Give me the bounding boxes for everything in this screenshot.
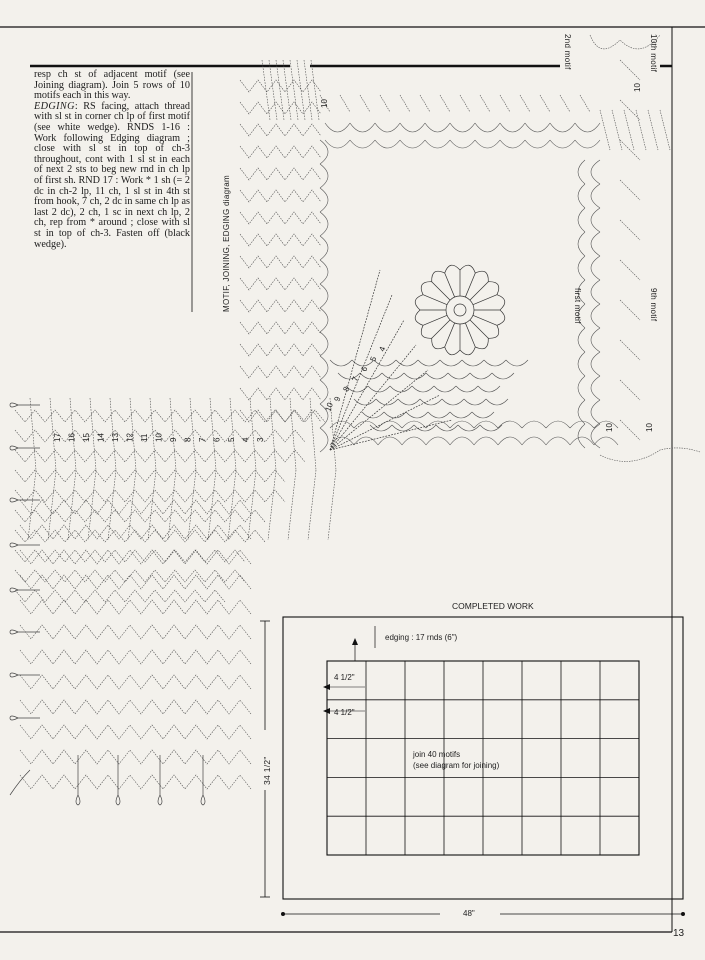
completed-work-title: COMPLETED WORK — [452, 601, 534, 611]
chain-line — [620, 180, 640, 200]
chain-line — [228, 470, 236, 540]
mesh-row — [20, 625, 251, 639]
flower-center — [446, 296, 474, 324]
mesh-row — [240, 124, 321, 136]
mesh-row — [20, 700, 251, 714]
mesh-row — [240, 168, 321, 180]
chain-line — [360, 95, 370, 112]
flower-petal — [432, 338, 445, 349]
join-note-2: (see diagram for joining) — [413, 761, 500, 770]
flower-spoke — [465, 273, 475, 297]
corner-number: 10 — [633, 83, 642, 92]
mesh-row — [20, 575, 251, 589]
mesh-row — [240, 344, 321, 356]
flower-spoke — [445, 323, 455, 347]
fringe-drop — [10, 498, 40, 502]
chain-line — [620, 380, 640, 400]
mesh-row — [240, 146, 321, 158]
motif-round-number: 6 — [359, 365, 370, 373]
chain-line — [208, 470, 216, 540]
flower-petal — [415, 310, 423, 325]
round-number: 17 — [53, 433, 62, 442]
round-number: 6 — [212, 437, 222, 442]
chain-line — [262, 60, 270, 120]
mesh-row — [240, 190, 321, 202]
round-number: 5 — [227, 437, 236, 442]
fringe-drop — [158, 755, 162, 805]
chain-line — [440, 95, 450, 112]
flower-petal — [460, 265, 475, 273]
chain-line — [500, 95, 510, 112]
round-number: 4 — [241, 437, 251, 442]
round-number: 15 — [82, 433, 91, 442]
flower-spoke — [423, 295, 447, 305]
chain-line — [580, 95, 590, 112]
chain-line — [148, 470, 156, 540]
motif-round-number: 10 — [323, 401, 335, 413]
mesh-row — [240, 278, 321, 290]
mesh-row — [20, 675, 251, 689]
chain-line — [620, 100, 640, 120]
flower-petal — [497, 310, 505, 325]
motif-flower — [330, 265, 505, 450]
fringe-drop — [10, 543, 40, 547]
chain-line — [636, 110, 646, 150]
mesh-row — [240, 300, 321, 312]
round-number: 16 — [67, 433, 77, 442]
chain-line — [190, 398, 196, 470]
chain-line — [620, 420, 640, 440]
chain-line — [400, 95, 410, 112]
chain-line — [460, 95, 470, 112]
mesh-row — [240, 212, 321, 224]
chain-line — [620, 140, 640, 160]
height-label: 34 1/2" — [262, 756, 272, 785]
scallop-row — [338, 373, 514, 379]
chain-line — [340, 95, 350, 112]
chain-line — [290, 398, 296, 470]
flower-spoke — [432, 320, 450, 338]
fringe-drop — [76, 755, 80, 805]
chain-line — [170, 398, 176, 470]
mesh-row — [240, 410, 321, 422]
chain-line — [48, 470, 56, 540]
chain-line — [600, 448, 700, 462]
mesh-row — [15, 450, 305, 462]
chain-line — [250, 398, 256, 470]
chain-line — [328, 470, 336, 540]
round-number: 12 — [125, 433, 135, 442]
chain-line — [68, 470, 76, 540]
fringe-drop — [10, 446, 40, 450]
round-number: 7 — [198, 437, 207, 442]
edging-note: edging : 17 rnds (6") — [385, 633, 458, 642]
fringe-drop — [10, 716, 40, 720]
flower-petal — [421, 282, 432, 295]
flower-petal — [415, 295, 423, 310]
scallop-row — [346, 386, 500, 392]
chain-line — [28, 470, 36, 540]
chain-line — [648, 110, 658, 150]
mesh-row — [15, 410, 325, 422]
mesh-row — [240, 102, 321, 114]
chain-line — [612, 110, 622, 150]
page-number: 13 — [673, 928, 685, 939]
round-number: 3 — [256, 437, 265, 442]
flower-center-inner — [454, 304, 466, 316]
chain-line — [308, 470, 316, 540]
chain-line — [270, 398, 276, 470]
mesh-row — [15, 530, 265, 542]
chain-line — [269, 60, 277, 120]
corner-number: 10 — [645, 423, 654, 432]
corner-number: 10 — [605, 423, 614, 432]
mesh-row — [15, 550, 245, 562]
mesh-row — [20, 725, 251, 739]
chain-line — [128, 470, 136, 540]
motif-round-number: 4 — [377, 345, 388, 353]
flower-petal — [460, 347, 475, 355]
mesh-row — [15, 490, 285, 502]
mesh-row — [240, 366, 321, 378]
edging-heading: EDGING — [34, 100, 75, 112]
instructions-para-2: : RS facing, attach thread with sl st in corner ch lp of first motif (see white wedge). RNDS 1-16 : Work following Edging diagram ; close with sl st in top of ch-3 throughout, cont with 1 sl st in each of next 2 sts to beg new rnd in ch lp of first sh. RND 17 : Work * 1 sh (= 2 dc in ch-2 lp, 11 ch, 1 sl st in 4th st from hook, 7 ch, 2 dc in same ch lp as last 2 dc), 2 ch, 1 sc in next ch lp, 2 ch, rep from * around ; close with sl st in top of ch-3. Fasten off (black wedge). — [34, 100, 190, 250]
chain-line — [288, 470, 296, 540]
sector-ray — [330, 295, 392, 450]
motif-round-number: 7 — [350, 375, 361, 383]
flower-petal — [432, 271, 445, 282]
chain-line — [310, 398, 316, 470]
chain-line — [30, 398, 36, 470]
chain-line — [540, 95, 550, 112]
chain-line — [620, 260, 640, 280]
mesh-row — [240, 322, 321, 334]
fringe-drop — [10, 588, 40, 592]
label-first-motif: first motif — [573, 288, 582, 324]
mesh-row — [240, 256, 321, 268]
round-number: 13 — [111, 433, 120, 442]
scallop-row — [330, 421, 618, 428]
motif-size-label-1: 4 1/2" — [334, 673, 355, 682]
flower-spoke — [423, 315, 447, 325]
chain-line — [560, 95, 570, 112]
motif-scallops — [320, 35, 700, 461]
mesh-row — [20, 650, 251, 664]
chain-line — [480, 95, 490, 112]
round-number: 9 — [169, 437, 178, 442]
scallop-row — [370, 425, 502, 431]
label-second-motif: 2nd motif — [563, 34, 572, 70]
flower-spoke — [473, 315, 497, 325]
chain-line — [248, 470, 256, 540]
corner-number: 10 — [320, 99, 329, 108]
round-number: 14 — [96, 433, 106, 442]
flower-spoke — [432, 282, 450, 300]
scallop-row — [325, 123, 600, 132]
chain-line — [268, 470, 276, 540]
fringe-drop — [10, 770, 30, 795]
round-number: 8 — [183, 437, 193, 442]
mesh-row — [20, 550, 251, 564]
flower-spoke — [445, 273, 455, 297]
flower-petal — [488, 325, 499, 338]
motif-round-number: 9 — [332, 395, 343, 403]
motif-size-label-2: 4 1/2" — [334, 708, 355, 717]
instructions-text — [34, 70, 190, 250]
chain-line — [600, 110, 610, 150]
flower-petal — [445, 265, 460, 273]
chain-line — [624, 110, 634, 150]
flower-petal — [475, 338, 488, 349]
flower-spoke — [465, 323, 475, 347]
chain-line — [276, 60, 284, 120]
mesh-row — [15, 590, 225, 602]
flower-petal — [445, 347, 460, 355]
chain-line — [420, 95, 430, 112]
chain-line — [660, 110, 670, 150]
flower-spoke — [473, 295, 497, 305]
flower-petal — [497, 295, 505, 310]
scallop-row — [325, 140, 600, 148]
join-note-1: join 40 motifs — [413, 750, 461, 759]
sector-ray — [330, 370, 428, 450]
flower-petal — [421, 325, 432, 338]
scallop-row — [354, 399, 508, 405]
fringe-drop — [10, 403, 40, 407]
mesh-row — [15, 570, 245, 582]
round-number: 11 — [140, 433, 149, 442]
chain-line — [88, 470, 96, 540]
scallop-row — [330, 437, 618, 445]
mesh-row — [240, 234, 321, 246]
flower-spoke — [470, 282, 488, 300]
label-tenth-motif: 10th motif — [649, 34, 658, 73]
scallop-row — [330, 360, 528, 366]
chain-line — [311, 60, 319, 120]
mesh-row — [20, 775, 251, 789]
chain-line — [230, 398, 236, 470]
sector-ray — [330, 420, 452, 450]
flower-spoke — [470, 320, 488, 338]
flower-petal — [488, 282, 499, 295]
diagram-title: MOTIF, JOINING, EDGING diagram — [222, 174, 231, 312]
fringe-drop — [201, 755, 205, 805]
scallop-row — [591, 160, 600, 448]
chain-line — [520, 95, 530, 112]
chain-line — [620, 60, 640, 80]
mesh-row — [20, 525, 251, 539]
instructions-para-1: resp ch st of adjacent motif (see Joining diagram). Join 5 rows of 10 motifs each in this way. — [34, 69, 190, 102]
chain-line — [620, 220, 640, 240]
sector-ray — [330, 320, 404, 450]
mesh-row — [20, 750, 251, 764]
fringe-drop — [10, 673, 40, 677]
mesh-row — [240, 388, 321, 400]
scallop-row — [362, 412, 494, 418]
flower-petal — [475, 271, 488, 282]
edging-fringe — [10, 403, 205, 805]
chain-line — [380, 95, 390, 112]
round-number: 10 — [154, 433, 164, 442]
mesh-row — [20, 600, 251, 614]
chain-line — [210, 398, 216, 470]
chain-line — [620, 300, 640, 320]
chain-line — [290, 60, 298, 120]
chain-line — [168, 470, 176, 540]
mesh-row — [240, 80, 321, 92]
chain-line — [620, 340, 640, 360]
label-ninth-motif: 9th motif — [649, 288, 658, 322]
motif-round-number: 8 — [341, 385, 352, 393]
motif-round-number: 5 — [368, 355, 379, 363]
fringe-drop — [116, 755, 120, 805]
width-label: 48" — [463, 909, 475, 918]
